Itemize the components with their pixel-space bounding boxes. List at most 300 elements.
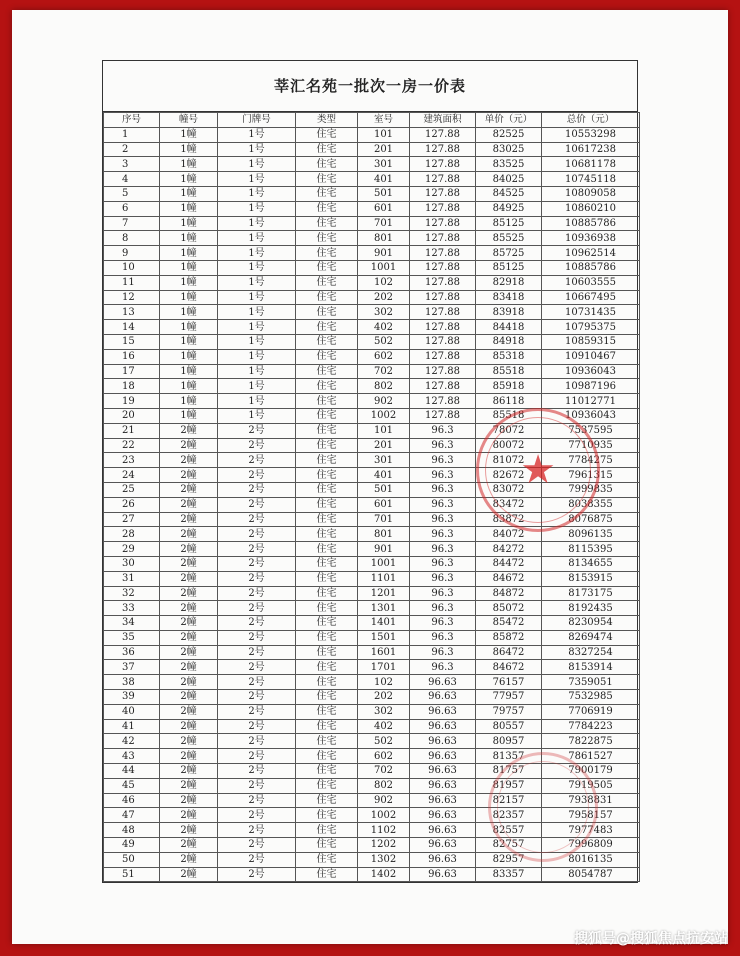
table-cell: 1号	[218, 275, 296, 290]
table-cell: 住宅	[296, 305, 358, 320]
table-cell: 127.88	[410, 142, 476, 157]
table-cell: 4	[104, 172, 160, 187]
table-cell: 3	[104, 157, 160, 172]
table-row	[104, 778, 640, 793]
table-cell: 82557	[476, 823, 542, 838]
table-cell: 1幢	[160, 157, 218, 172]
table-cell: 1幢	[160, 216, 218, 231]
table-cell: 84918	[476, 334, 542, 349]
table-cell: 住宅	[296, 438, 358, 453]
table-cell: 2号	[218, 453, 296, 468]
table-cell: 702	[358, 364, 410, 379]
table-cell: 85725	[476, 246, 542, 261]
table-cell: 2	[104, 142, 160, 157]
table-cell: 96.3	[410, 601, 476, 616]
table-cell: 96.3	[410, 542, 476, 557]
table-cell: 501	[358, 186, 410, 201]
table-row	[104, 719, 640, 734]
table-cell: 2号	[218, 867, 296, 882]
table-row	[104, 408, 640, 423]
table-cell: 2号	[218, 423, 296, 438]
table-cell: 住宅	[296, 379, 358, 394]
table-cell: 50	[104, 852, 160, 867]
table-cell: 17	[104, 364, 160, 379]
table-cell: 96.3	[410, 630, 476, 645]
table-cell: 96.3	[410, 556, 476, 571]
table-cell: 2幢	[160, 808, 218, 823]
table-cell: 701	[358, 512, 410, 527]
table-cell: 101	[358, 423, 410, 438]
table-cell: 住宅	[296, 838, 358, 853]
table-cell: 96.63	[410, 749, 476, 764]
table-cell: 1101	[358, 571, 410, 586]
table-cell: 1号	[218, 364, 296, 379]
table-cell: 80957	[476, 734, 542, 749]
table-row	[104, 512, 640, 527]
table-cell: 10987196	[542, 379, 640, 394]
table-cell: 102	[358, 675, 410, 690]
table-cell: 2号	[218, 630, 296, 645]
table-cell: 78072	[476, 423, 542, 438]
table-cell: 住宅	[296, 290, 358, 305]
table-cell: 96.3	[410, 645, 476, 660]
table-cell: 85518	[476, 364, 542, 379]
table-cell: 2号	[218, 512, 296, 527]
table-cell: 1号	[218, 408, 296, 423]
table-cell: 84472	[476, 556, 542, 571]
table-cell: 96.63	[410, 734, 476, 749]
table-cell: 2幢	[160, 542, 218, 557]
table-cell: 7	[104, 216, 160, 231]
table-cell: 127.88	[410, 275, 476, 290]
table-cell: 8327254	[542, 645, 640, 660]
table-row	[104, 704, 640, 719]
table-cell: 11	[104, 275, 160, 290]
table-cell: 2幢	[160, 453, 218, 468]
column-header: 室号	[358, 113, 410, 128]
table-cell: 81072	[476, 453, 542, 468]
table-cell: 21	[104, 423, 160, 438]
table-row	[104, 364, 640, 379]
table-cell: 2号	[218, 497, 296, 512]
table-cell: 20	[104, 408, 160, 423]
table-cell: 2号	[218, 778, 296, 793]
table-cell: 住宅	[296, 556, 358, 571]
table-cell: 1号	[218, 349, 296, 364]
table-cell: 10809058	[542, 186, 640, 201]
table-cell: 96.3	[410, 423, 476, 438]
table-cell: 1幢	[160, 260, 218, 275]
table-cell: 7938831	[542, 793, 640, 808]
table-cell: 101	[358, 127, 410, 142]
table-cell: 住宅	[296, 645, 358, 660]
table-cell: 27	[104, 512, 160, 527]
table-row	[104, 334, 640, 349]
table-cell: 1幢	[160, 142, 218, 157]
table-cell: 1号	[218, 260, 296, 275]
table-cell: 35	[104, 630, 160, 645]
table-row	[104, 468, 640, 483]
table-cell: 住宅	[296, 453, 358, 468]
price-table-frame	[102, 60, 638, 883]
table-cell: 10936043	[542, 408, 640, 423]
table-cell: 96.63	[410, 852, 476, 867]
table-cell: 住宅	[296, 616, 358, 631]
table-cell: 84418	[476, 320, 542, 335]
column-header: 单价（元）	[476, 113, 542, 128]
table-cell: 127.88	[410, 349, 476, 364]
table-cell: 85072	[476, 601, 542, 616]
table-cell: 10962514	[542, 246, 640, 261]
table-cell: 5	[104, 186, 160, 201]
table-cell: 1001	[358, 556, 410, 571]
table-cell: 住宅	[296, 275, 358, 290]
table-cell: 76157	[476, 675, 542, 690]
table-cell: 83525	[476, 157, 542, 172]
table-cell: 1号	[218, 334, 296, 349]
table-cell: 1号	[218, 157, 296, 172]
table-cell: 96.63	[410, 867, 476, 882]
table-cell: 2幢	[160, 734, 218, 749]
table-cell: 2幢	[160, 778, 218, 793]
table-cell: 住宅	[296, 142, 358, 157]
table-cell: 80557	[476, 719, 542, 734]
table-cell: 住宅	[296, 497, 358, 512]
table-cell: 16	[104, 349, 160, 364]
table-cell: 83872	[476, 512, 542, 527]
table-cell: 7958157	[542, 808, 640, 823]
table-cell: 84672	[476, 660, 542, 675]
table-cell: 13	[104, 305, 160, 320]
table-cell: 127.88	[410, 127, 476, 142]
table-cell: 7532985	[542, 690, 640, 705]
table-cell: 81357	[476, 749, 542, 764]
table-cell: 2号	[218, 823, 296, 838]
table-cell: 2幢	[160, 556, 218, 571]
table-cell: 1幢	[160, 334, 218, 349]
table-cell: 住宅	[296, 704, 358, 719]
table-cell: 1701	[358, 660, 410, 675]
table-cell: 502	[358, 734, 410, 749]
table-row	[104, 616, 640, 631]
table-cell: 7537595	[542, 423, 640, 438]
table-cell: 14	[104, 320, 160, 335]
table-cell: 40	[104, 704, 160, 719]
table-cell: 1号	[218, 394, 296, 409]
table-cell: 1幢	[160, 408, 218, 423]
table-cell: 2幢	[160, 719, 218, 734]
table-cell: 住宅	[296, 764, 358, 779]
table-cell: 住宅	[296, 571, 358, 586]
table-cell: 住宅	[296, 675, 358, 690]
table-body	[104, 127, 640, 882]
table-cell: 2号	[218, 468, 296, 483]
table-cell: 96.63	[410, 823, 476, 838]
table-cell: 83025	[476, 142, 542, 157]
header-row	[104, 113, 640, 128]
table-cell: 住宅	[296, 719, 358, 734]
table-cell: 802	[358, 379, 410, 394]
table-cell: 住宅	[296, 127, 358, 142]
table-cell: 10885786	[542, 260, 640, 275]
table-row	[104, 157, 640, 172]
table-cell: 2幢	[160, 630, 218, 645]
table-cell: 10936043	[542, 364, 640, 379]
table-cell: 96.63	[410, 704, 476, 719]
table-row	[104, 690, 640, 705]
table-cell: 2号	[218, 601, 296, 616]
table-cell: 43	[104, 749, 160, 764]
table-cell: 2号	[218, 645, 296, 660]
table-cell: 96.63	[410, 690, 476, 705]
table-cell: 502	[358, 334, 410, 349]
table-cell: 1号	[218, 305, 296, 320]
table-cell: 7710935	[542, 438, 640, 453]
table-row	[104, 453, 640, 468]
table-cell: 83918	[476, 305, 542, 320]
column-header: 门牌号	[218, 113, 296, 128]
table-cell: 36	[104, 645, 160, 660]
table-cell: 84925	[476, 201, 542, 216]
table-cell: 32	[104, 586, 160, 601]
table-cell: 2号	[218, 734, 296, 749]
table-cell: 127.88	[410, 394, 476, 409]
table-cell: 24	[104, 468, 160, 483]
table-cell: 7999835	[542, 482, 640, 497]
table-cell: 7359051	[542, 675, 640, 690]
table-row	[104, 394, 640, 409]
table-cell: 46	[104, 793, 160, 808]
table-row	[104, 497, 640, 512]
table-cell: 602	[358, 749, 410, 764]
table-cell: 96.3	[410, 660, 476, 675]
table-cell: 801	[358, 527, 410, 542]
table-cell: 2幢	[160, 601, 218, 616]
table-cell: 1幢	[160, 379, 218, 394]
table-cell: 85918	[476, 379, 542, 394]
table-cell: 901	[358, 246, 410, 261]
table-cell: 127.88	[410, 320, 476, 335]
table-cell: 601	[358, 201, 410, 216]
table-cell: 96.3	[410, 571, 476, 586]
table-cell: 住宅	[296, 852, 358, 867]
table-cell: 28	[104, 527, 160, 542]
table-cell: 1幢	[160, 349, 218, 364]
table-cell: 2幢	[160, 423, 218, 438]
table-cell: 301	[358, 453, 410, 468]
table-cell: 1幢	[160, 172, 218, 187]
table-cell: 1幢	[160, 320, 218, 335]
column-header: 建筑面积	[410, 113, 476, 128]
table-cell: 45	[104, 778, 160, 793]
table-cell: 1幢	[160, 246, 218, 261]
table-cell: 96.3	[410, 586, 476, 601]
table-cell: 127.88	[410, 216, 476, 231]
table-cell: 1302	[358, 852, 410, 867]
table-cell: 1幢	[160, 364, 218, 379]
table-cell: 202	[358, 690, 410, 705]
table-cell: 96.63	[410, 719, 476, 734]
table-cell: 10910467	[542, 349, 640, 364]
table-cell: 2幢	[160, 482, 218, 497]
table-cell: 1号	[218, 246, 296, 261]
table-row	[104, 260, 640, 275]
table-row	[104, 542, 640, 557]
table-cell: 住宅	[296, 601, 358, 616]
table-cell: 1号	[218, 290, 296, 305]
table-cell: 2幢	[160, 616, 218, 631]
table-row	[104, 852, 640, 867]
table-cell: 住宅	[296, 527, 358, 542]
table-cell: 2幢	[160, 852, 218, 867]
table-cell: 901	[358, 542, 410, 557]
table-cell: 10745118	[542, 172, 640, 187]
table-cell: 1号	[218, 127, 296, 142]
table-cell: 2号	[218, 527, 296, 542]
table-cell: 1201	[358, 586, 410, 601]
table-cell: 22	[104, 438, 160, 453]
table-cell: 1号	[218, 201, 296, 216]
table-cell: 51	[104, 867, 160, 882]
table-cell: 96.3	[410, 527, 476, 542]
table-cell: 住宅	[296, 823, 358, 838]
table-cell: 1002	[358, 808, 410, 823]
table-cell: 96.63	[410, 675, 476, 690]
table-cell: 2幢	[160, 823, 218, 838]
table-cell: 住宅	[296, 201, 358, 216]
table-cell: 8269474	[542, 630, 640, 645]
table-cell: 31	[104, 571, 160, 586]
table-cell: 10885786	[542, 216, 640, 231]
table-cell: 2幢	[160, 645, 218, 660]
table-cell: 96.3	[410, 616, 476, 631]
table-cell: 127.88	[410, 305, 476, 320]
table-row	[104, 793, 640, 808]
table-cell: 10617238	[542, 142, 640, 157]
table-cell: 2幢	[160, 571, 218, 586]
table-cell: 41	[104, 719, 160, 734]
official-seal-stamp: ★	[476, 408, 600, 532]
table-cell: 84872	[476, 586, 542, 601]
table-cell: 33	[104, 601, 160, 616]
table-row	[104, 556, 640, 571]
table-cell: 201	[358, 438, 410, 453]
table-cell: 96.63	[410, 838, 476, 853]
table-header	[104, 113, 640, 128]
table-cell: 84272	[476, 542, 542, 557]
table-cell: 96.63	[410, 793, 476, 808]
table-cell: 住宅	[296, 690, 358, 705]
table-cell: 2幢	[160, 690, 218, 705]
table-cell: 83357	[476, 867, 542, 882]
table-cell: 96.63	[410, 778, 476, 793]
table-cell: 2号	[218, 556, 296, 571]
table-cell: 85525	[476, 231, 542, 246]
table-cell: 48	[104, 823, 160, 838]
table-cell: 96.3	[410, 468, 476, 483]
table-cell: 2号	[218, 438, 296, 453]
table-cell: 7706919	[542, 704, 640, 719]
table-cell: 127.88	[410, 186, 476, 201]
table-row	[104, 808, 640, 823]
table-cell: 7861527	[542, 749, 640, 764]
table-cell: 1号	[218, 142, 296, 157]
table-cell: 96.3	[410, 453, 476, 468]
table-cell: 10681178	[542, 157, 640, 172]
column-header: 序号	[104, 113, 160, 128]
table-cell: 96.63	[410, 808, 476, 823]
table-cell: 1402	[358, 867, 410, 882]
table-cell: 301	[358, 157, 410, 172]
table-row	[104, 482, 640, 497]
table-cell: 10731435	[542, 305, 640, 320]
table-cell: 10	[104, 260, 160, 275]
table-cell: 2号	[218, 838, 296, 853]
table-cell: 1幢	[160, 305, 218, 320]
table-cell: 96.3	[410, 512, 476, 527]
table-cell: 2幢	[160, 764, 218, 779]
table-cell: 82157	[476, 793, 542, 808]
table-cell: 83072	[476, 482, 542, 497]
table-cell: 7900179	[542, 764, 640, 779]
table-cell: 96.3	[410, 482, 476, 497]
table-cell: 84072	[476, 527, 542, 542]
table-row	[104, 172, 640, 187]
table-cell: 96.63	[410, 764, 476, 779]
table-cell: 1号	[218, 172, 296, 187]
table-cell: 住宅	[296, 630, 358, 645]
table-cell: 81757	[476, 764, 542, 779]
table-cell: 2幢	[160, 527, 218, 542]
table-cell: 6	[104, 201, 160, 216]
table-cell: 8038355	[542, 497, 640, 512]
table-cell: 9	[104, 246, 160, 261]
table-cell: 82672	[476, 468, 542, 483]
table-cell: 127.88	[410, 246, 476, 261]
table-cell: 2幢	[160, 468, 218, 483]
table-cell: 7961315	[542, 468, 640, 483]
table-cell: 127.88	[410, 379, 476, 394]
table-row	[104, 379, 640, 394]
table-cell: 77957	[476, 690, 542, 705]
table-cell: 8	[104, 231, 160, 246]
table-cell: 住宅	[296, 778, 358, 793]
table-cell: 2幢	[160, 793, 218, 808]
table-row	[104, 867, 640, 882]
table-cell: 2幢	[160, 512, 218, 527]
table-cell: 住宅	[296, 734, 358, 749]
table-row	[104, 571, 640, 586]
table-cell: 34	[104, 616, 160, 631]
table-row	[104, 290, 640, 305]
table-cell: 住宅	[296, 512, 358, 527]
table-cell: 2号	[218, 675, 296, 690]
table-cell: 住宅	[296, 660, 358, 675]
table-row	[104, 675, 640, 690]
table-cell: 1幢	[160, 201, 218, 216]
table-cell: 18	[104, 379, 160, 394]
table-cell: 住宅	[296, 260, 358, 275]
watermark-text: 搜狐号@搜狐焦点抗安站	[574, 931, 728, 947]
table-cell: 2幢	[160, 867, 218, 882]
table-cell: 23	[104, 453, 160, 468]
table-cell: 127.88	[410, 260, 476, 275]
table-cell: 2幢	[160, 749, 218, 764]
table-cell: 8230954	[542, 616, 640, 631]
table-cell: 2号	[218, 852, 296, 867]
table-cell: 82918	[476, 275, 542, 290]
table-cell: 26	[104, 497, 160, 512]
